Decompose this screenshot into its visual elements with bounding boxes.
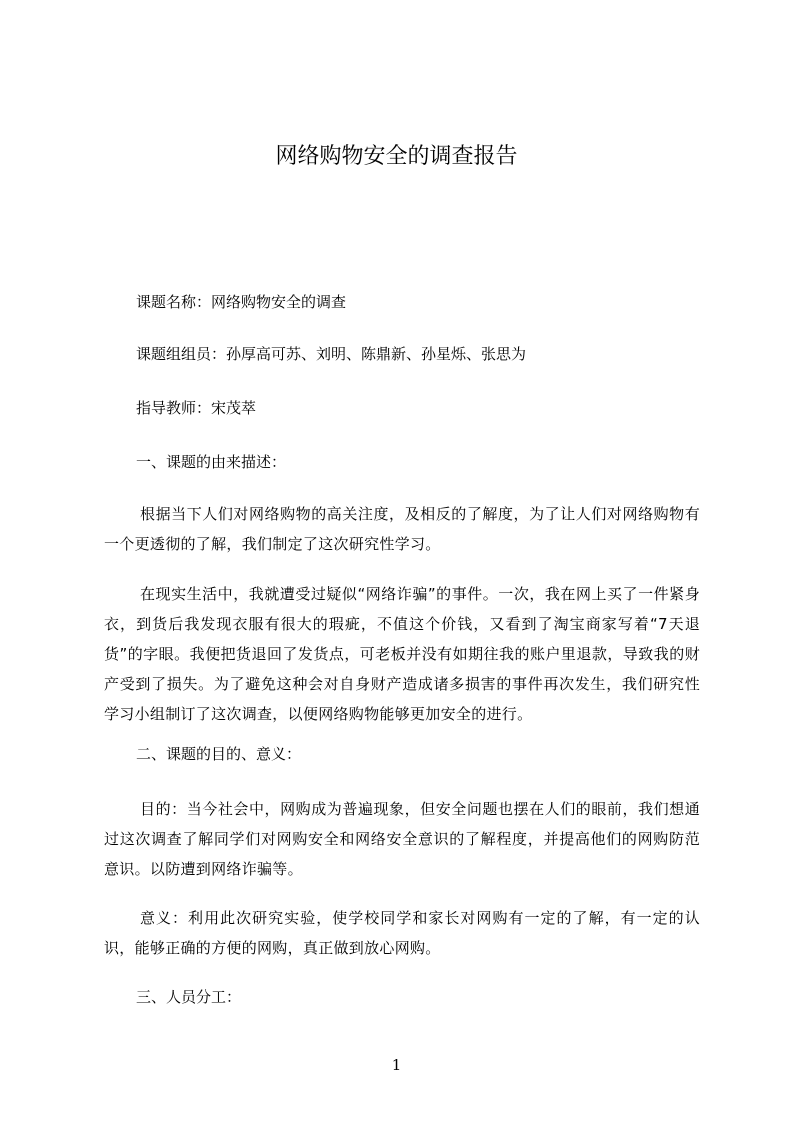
instructor: 指导教师：宋茂萃 [136,399,257,417]
purpose-paragraph: 目的：当今社会中，网购成为普遍现象，但安全问题也摆在人们的眼前，我们想通过这次调查了解同学们对网购安全和网络安全意识的了解程度，并提高他们的网购防范意识。以防遭到网络诈骗等。 [104,800,700,878]
page-title: 网络购物安全的调查报告 [275,144,518,169]
origin-paragraph-2: 在现实生活中，我就遭受过疑似“网络诈骗”的事件。一次，我在网上买了一件紧身衣，到货后我发现衣服有很大的瑕疵，不值这个价钱，又看到了淘宝商家写着“7天退货”的字眼。我便把货退回了发货点，可老板并没有如期往我的账户里退款，导致我的财产受到了损失。为了避免这种会对自身财产造成诸多损害的事件再次发生，我们研究性学习小组制订了这次调查，以便网络购物能够更加安全的进行。 [104,585,700,723]
group-members: 课题组组员：孙厚高可苏、刘明、陈鼎新、孙星烁、张思为 [136,345,527,363]
section-heading-origin: 一、课题的由来描述： [136,453,287,471]
meaning-paragraph: 意义：利用此次研究实验，使学校同学和家长对网购有一定的了解，有一定的认识，能够正确的方便的网购，真正做到放心网购。 [104,909,700,957]
origin-paragraph-1: 根据当下人们对网络购物的高关注度，及相反的了解度，为了让人们对网络购物有一个更透彻的了解，我们制定了这次研究性学习。 [104,505,700,553]
page-number: 1 [391,1056,402,1074]
section-heading-purpose: 二、课题的目的、意义： [136,745,302,763]
section-heading-division: 三、人员分工： [136,988,242,1006]
topic-name: 课题名称：网络购物安全的调查 [136,293,347,311]
